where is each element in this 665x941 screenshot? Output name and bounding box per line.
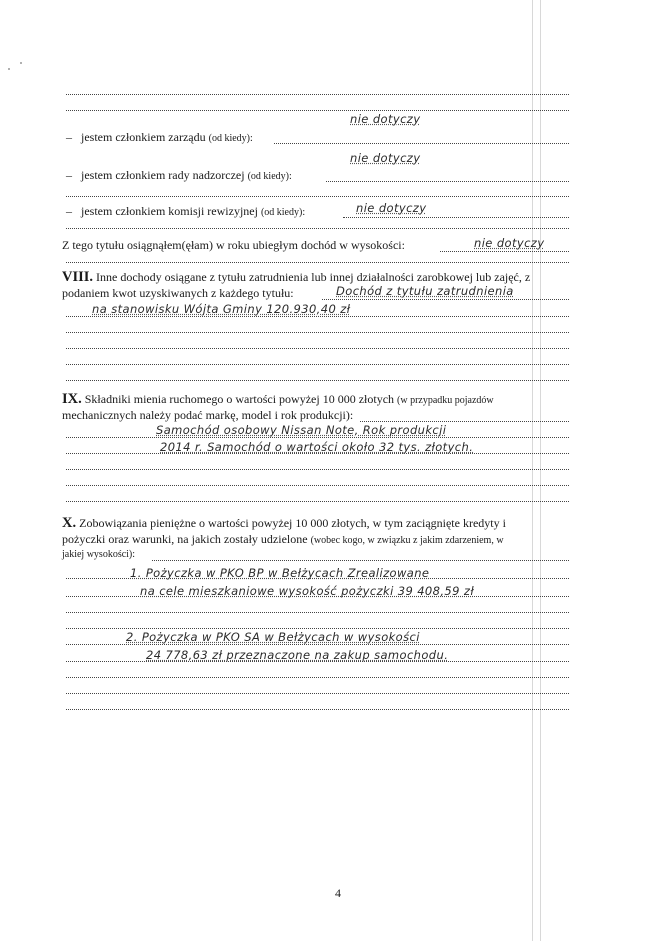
section-viii-number: VIII. xyxy=(62,269,94,285)
section-viii-text: Inne dochody osiągane z tytułu zatrudnienia lub innej działalności zarobkowej lub zajęć, z xyxy=(96,270,531,284)
section-x-text: Zobowiązania pieniężne o wartości powyżej 10 000 złotych, w tym zaciągnięte kredyty i xyxy=(79,516,506,530)
section-x-line1 xyxy=(62,516,506,530)
blank-dotted-line xyxy=(66,709,569,710)
blank-dotted-line xyxy=(66,348,569,349)
scan-speck xyxy=(20,62,22,64)
section-x-line3: jakiej wysokości): xyxy=(62,549,136,560)
section-x-dotted-line xyxy=(152,560,569,561)
blank-dotted-line xyxy=(66,364,569,365)
blank-dotted-line xyxy=(66,94,569,95)
audit-member-label: jestem członkiem komisji rewizyjnej xyxy=(81,204,258,218)
blank-dotted-line xyxy=(66,677,569,678)
audit-member-suffix: (od kiedy): xyxy=(260,207,306,218)
blank-dotted-line xyxy=(66,316,569,317)
section-viii-dotted-line xyxy=(322,299,569,300)
scan-fold-line xyxy=(532,0,533,941)
board-member-dotted-line xyxy=(274,143,569,144)
blank-dotted-line xyxy=(66,612,569,613)
page-number: 4 xyxy=(335,886,341,900)
blank-dotted-line xyxy=(66,332,569,333)
section-x-handwritten-line3: 2. Pożyczka w PKO SA w Bełżycach w wysokości xyxy=(126,630,420,644)
blank-dotted-line xyxy=(66,628,569,629)
blank-dotted-line xyxy=(66,380,569,381)
blank-dotted-line xyxy=(66,228,569,229)
section-viii-line2: podaniem kwot uzyskiwanych z każdego tytułu: xyxy=(62,286,294,300)
handwritten-not-applicable: nie dotyczy xyxy=(474,236,545,250)
blank-dotted-line xyxy=(66,661,569,662)
section-x-handwritten-line4: 24 778,63 zł przeznaczone na zakup samochodu. xyxy=(146,648,449,662)
section-x-text-small: (wobec kogo, w związku z jakim zdarzeniem, w xyxy=(310,535,504,546)
supervisory-member-label: jestem członkiem rady nadzorczej xyxy=(81,168,245,182)
supervisory-member-row: – jestem członkiem rady nadzorczej (od kiedy): xyxy=(66,168,292,182)
section-x-handwritten-line2: na cele mieszkaniowe wysokość pożyczki 39 408,59 zł xyxy=(140,584,475,598)
section-x-handwritten-line1: 1. Pożyczka w PKO BP w Bełżycach Zrealizowane xyxy=(130,566,430,580)
board-member-row: – jestem członkiem zarządu (od kiedy): xyxy=(66,130,253,144)
section-ix-text-small: (w przypadku pojazdów xyxy=(397,395,494,406)
blank-dotted-line xyxy=(66,485,569,486)
handwritten-not-applicable: nie dotyczy xyxy=(350,112,421,126)
section-ix-line1 xyxy=(62,392,494,408)
section-ix-line2: mechanicznych należy podać markę, model i rok produkcji): xyxy=(62,408,354,422)
section-ix-dotted-line xyxy=(360,421,569,422)
supervisory-member-suffix: (od kiedy): xyxy=(247,171,292,182)
blank-dotted-line xyxy=(66,644,569,645)
scan-speck xyxy=(8,68,10,70)
blank-dotted-line xyxy=(66,196,569,197)
blank-dotted-line xyxy=(66,437,569,438)
board-member-suffix: (od kiedy): xyxy=(208,133,253,144)
section-viii-handwritten-line1: Dochód z tytułu zatrudnienia xyxy=(336,284,514,298)
board-member-label: jestem członkiem zarządu xyxy=(81,130,206,144)
blank-dotted-line xyxy=(66,262,569,263)
section-x-text: pożyczki oraz warunki, na jakich zostały udzielone xyxy=(62,532,308,546)
supervisory-member-dotted-line xyxy=(326,181,569,182)
blank-dotted-line xyxy=(66,501,569,502)
section-ix-text: Składniki mienia ruchomego o wartości powyżej 10 000 złotych xyxy=(84,392,395,406)
section-ix-number: IX. xyxy=(62,391,82,407)
blank-dotted-line xyxy=(66,693,569,694)
section-x-line2 xyxy=(62,532,504,548)
blank-dotted-line xyxy=(66,578,569,579)
audit-member-dotted-line xyxy=(343,217,569,218)
blank-dotted-line xyxy=(66,596,569,597)
scan-fold-line xyxy=(540,0,541,941)
audit-member-row: – jestem członkiem komisji rewizyjnej (od kiedy): xyxy=(66,204,306,218)
section-x-number: X. xyxy=(62,515,77,531)
income-label: Z tego tytułu osiągnąłem(ęłam) w roku ubiegłym dochód w wysokości: xyxy=(62,238,405,252)
section-viii-handwritten-line2: na stanowisku Wójta Gminy 120.930,40 zł xyxy=(92,302,351,316)
handwritten-not-applicable: nie dotyczy xyxy=(356,201,427,215)
blank-dotted-line xyxy=(66,453,569,454)
income-dotted-line xyxy=(440,251,569,252)
section-ix-handwritten-line1: Samochód osobowy Nissan Note, Rok produkcji xyxy=(156,423,447,437)
blank-dotted-line xyxy=(66,110,569,111)
handwritten-not-applicable: nie dotyczy xyxy=(350,151,421,165)
blank-dotted-line xyxy=(66,469,569,470)
section-ix-handwritten-line2: 2014 r. Samochód o wartości około 32 tys. złotych. xyxy=(160,440,474,454)
section-viii-line1 xyxy=(62,270,530,284)
